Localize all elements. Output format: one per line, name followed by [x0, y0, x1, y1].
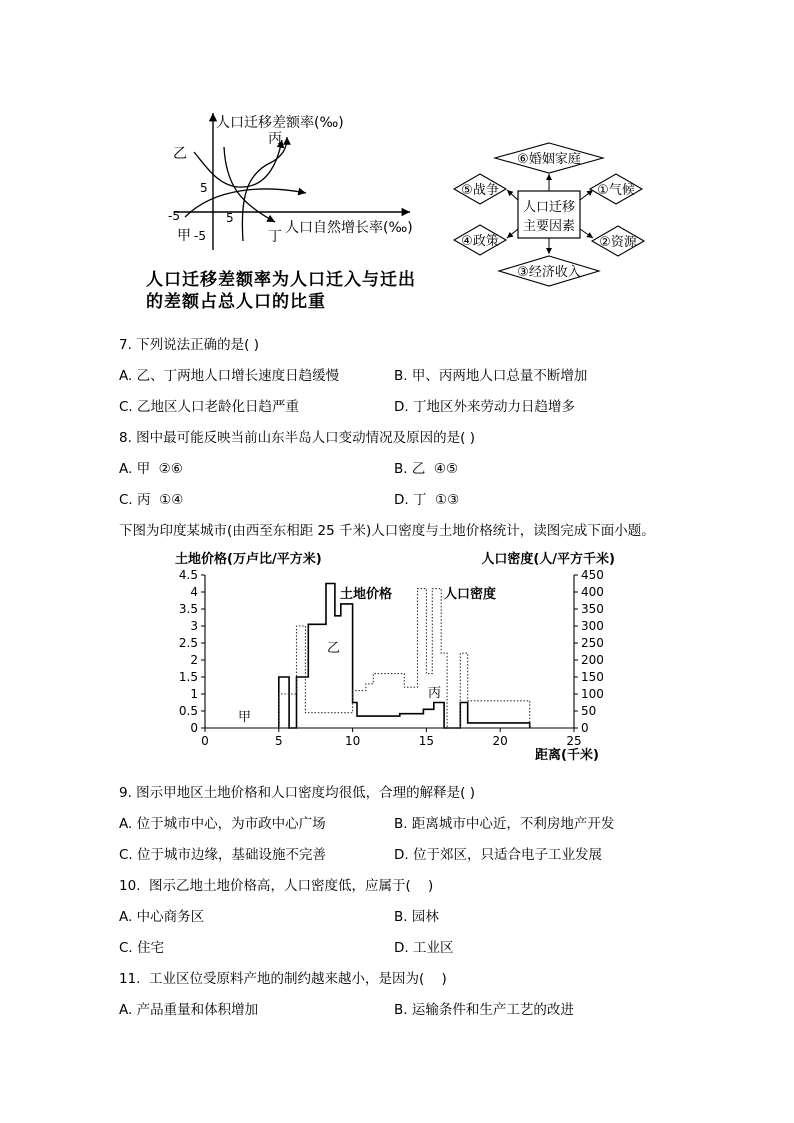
label-bing: 丙	[268, 131, 282, 147]
tick-label-left: 3	[190, 619, 198, 633]
tick-label-left: 0.5	[178, 704, 198, 718]
factor-policy: ④政策	[461, 234, 499, 249]
q9-option-d[interactable]: D. 位于郊区，只适合电子工业发展	[394, 847, 602, 863]
q10-option-c[interactable]: C. 住宅	[119, 940, 165, 956]
series-population-density	[279, 589, 530, 728]
q8-option-c[interactable]: C. 丙 ①④	[119, 492, 184, 508]
tick-label-x: 10	[344, 734, 361, 748]
y-axis-label: 人口迁移差额率(‰)	[216, 115, 344, 131]
factor-climate: ①气候	[597, 183, 635, 198]
tick-label-right: 50	[581, 704, 597, 718]
tick-label-left: 0	[190, 721, 198, 735]
land-price-density-chart	[150, 545, 630, 765]
tick-label-left: 4.5	[178, 568, 198, 582]
tick-label-right: 400	[581, 585, 604, 599]
factor-war: ⑤战争	[461, 183, 499, 198]
q7-option-a[interactable]: A. 乙、丁两地人口增长速度日趋缓慢	[119, 368, 340, 384]
q11-option-b[interactable]: B. 运输条件和生产工艺的改进	[394, 1002, 574, 1018]
figure1-caption-line1: 人口迁移差额率为人口迁入与迁出	[146, 270, 416, 290]
tick-label-right: 350	[581, 602, 604, 616]
tick-label-left: 4	[190, 585, 198, 599]
figure1-caption-line2: 的差额占总人口的比重	[146, 292, 326, 312]
q7-option-c[interactable]: C. 乙地区人口老龄化日趋严重	[119, 399, 300, 415]
center-line1: 人口迁移	[522, 200, 576, 215]
question-8-stem: 8. 图中最可能反映当前山东半岛人口变动情况及原因的是( )	[119, 430, 475, 446]
factor-income: ③经济收入	[517, 265, 581, 280]
q8-option-b[interactable]: B. 乙 ④⑤	[394, 461, 459, 477]
series-label-price: 土地价格	[340, 587, 393, 602]
series-land-price	[279, 584, 530, 729]
label-yi: 乙	[173, 146, 187, 162]
tick-label-x: 0	[201, 734, 209, 748]
q7-option-d[interactable]: D. 丁地区外来劳动力日趋增多	[394, 399, 575, 415]
tick-label-left: 3.5	[178, 602, 198, 616]
tick-label-x: 5	[274, 734, 283, 748]
tick-label-left: 1.5	[178, 670, 198, 684]
q10-option-d[interactable]: D. 工业区	[394, 940, 454, 956]
chart-xlabel: 距离(千米)	[535, 748, 599, 763]
series-label-density: 人口密度	[444, 587, 497, 602]
q8-option-d[interactable]: D. 丁 ①③	[394, 492, 460, 508]
tick-label-right: 200	[581, 653, 604, 667]
tick-label-right: 0	[581, 721, 589, 735]
q9-option-b[interactable]: B. 距离城市中心近，不利房地产开发	[394, 816, 615, 832]
q10-option-b[interactable]: B. 园林	[394, 909, 439, 925]
q9-option-c[interactable]: C. 位于城市边缘，基础设施不完善	[119, 847, 327, 863]
figure-migration-factors	[445, 138, 690, 290]
tick-label-x: 20	[492, 734, 508, 748]
tick-label-right: 450	[581, 568, 604, 582]
tick-y-neg5: -5	[194, 229, 206, 243]
center-line2: 主要因素	[522, 219, 576, 234]
q8-option-a[interactable]: A. 甲 ②⑥	[119, 461, 183, 477]
tick-label-right: 250	[581, 636, 604, 650]
factor-resources: ②资源	[599, 235, 637, 250]
tick-x-neg5: -5	[168, 209, 180, 223]
factor-marriage: ⑥婚姻家庭	[517, 152, 581, 167]
q10-option-a[interactable]: A. 中心商务区	[119, 909, 205, 925]
question-10-stem: 10. 图示乙地土地价格高，人口密度低，应属于( )	[119, 878, 434, 894]
x-axis-label: 人口自然增长率(‰)	[285, 220, 413, 236]
figure-migration-curves	[160, 105, 430, 255]
region-bing: 丙	[428, 686, 442, 701]
question-11-stem: 11. 工业区位受原料产地的制约越来越小，是因为( )	[119, 971, 447, 987]
chart-intro: 下图为印度某城市(由西至东相距 25 千米)人口密度与土地价格统计，读图完成下面小题。	[119, 523, 655, 539]
question-9-stem: 9. 图示甲地区土地价格和人口密度均很低，合理的解释是( )	[119, 785, 475, 801]
tick-label-right: 150	[581, 670, 604, 684]
tick-label-right: 100	[581, 687, 604, 701]
label-jia: 甲	[177, 228, 191, 244]
region-jia: 甲	[238, 710, 252, 725]
region-yi: 乙	[327, 641, 341, 656]
tick-label-left: 1	[190, 687, 198, 701]
tick-label-x: 15	[418, 734, 435, 748]
tick-label-left: 2	[190, 653, 198, 667]
chart-ylabel-left: 土地价格(万卢比/平方米)	[175, 552, 322, 567]
q11-option-a[interactable]: A. 产品重量和体积增加	[119, 1002, 259, 1018]
q9-option-a[interactable]: A. 位于城市中心，为市政中心广场	[119, 816, 326, 832]
tick-label-x: 25	[566, 734, 582, 748]
tick-y-5: 5	[200, 181, 208, 195]
q7-option-b[interactable]: B. 甲、丙两地人口总量不断增加	[394, 368, 588, 384]
tick-label-right: 300	[581, 619, 604, 633]
chart-ylabel-right: 人口密度(人/平方千米)	[481, 552, 615, 567]
question-7-stem: 7. 下列说法正确的是( )	[119, 337, 259, 353]
label-ding: 丁	[268, 229, 282, 245]
tick-x-5: 5	[226, 211, 234, 225]
tick-label-left: 2.5	[178, 636, 198, 650]
